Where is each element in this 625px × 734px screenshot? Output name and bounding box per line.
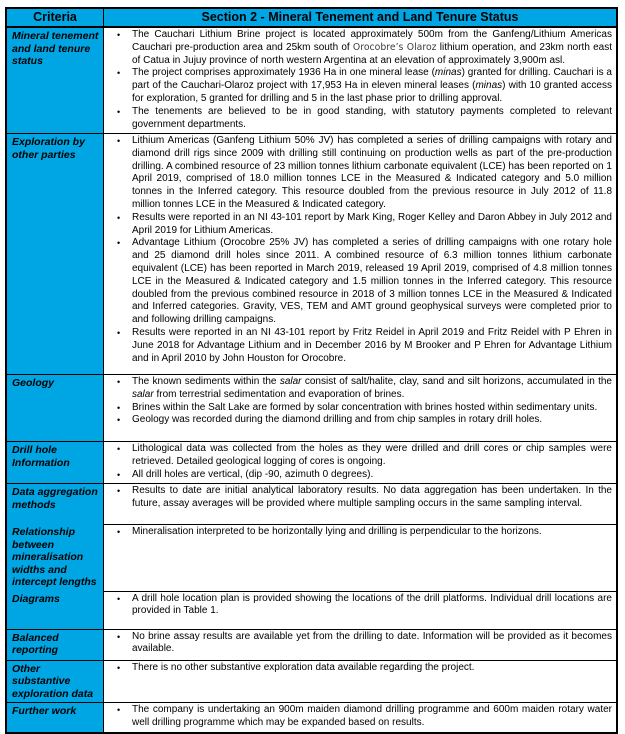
row-content-geology [104,374,616,441]
bullet-item [113,662,613,675]
bullet-icon: • [117,705,121,715]
bullet-text: The tenements are believed to be in good standing, with statutory payments completed to relevant government departments. [132,105,612,130]
row-diagrams [7,591,616,629]
bullet-icon: • [117,238,121,249]
bullet-item [113,704,613,730]
row-content-exploration-other-parties [104,133,616,374]
bullet-text: The known sediments within the salar consist of salt/halite, clay, sand and silt horizons, accumulated in the salar from terrestrial sedimentation and evaporation of brines. [132,376,612,400]
bullet-item [113,631,613,657]
bullet-icon: • [117,106,121,117]
bullet-icon: • [117,444,121,454]
row-label-drill-hole-information: Drill hole Information [7,441,104,483]
bullet-item [113,212,613,238]
bullet-item [113,402,613,415]
row-data-aggregation-methods [7,483,616,524]
bullet-icon: • [117,68,121,79]
row-label-relationship-mineralisation: Relationship between mineralisation widths and intercept lengths [7,524,104,591]
bullet-item [113,485,613,511]
row-content-diagrams [104,591,616,629]
row-label-further-work: Further work [7,702,104,732]
row-content-further-work [104,702,616,732]
bullet-icon: • [117,593,121,604]
row-content-mineral-tenement [104,27,616,133]
bullet-text: Brines within the Salt Lake are formed by solar concentration with brines hosted within sedimentary units. [132,401,598,413]
bullet-icon: • [117,327,121,338]
bullet-item [113,327,613,365]
row-content-balanced-reporting [104,629,616,660]
bullet-icon: • [117,486,121,496]
table-header-row [7,9,616,27]
bullet-text: There is no other substantive exploration data available regarding the project. [132,661,475,673]
row-label-data-aggregation-methods: Data aggregation methods [7,483,104,524]
bullet-text: Results to date are initial analytical laboratory results. No data aggregation has been undertaken. In the future, assay averages will be provided where multiple sampling occurs in the same sampling interval. [132,485,612,509]
table-body [7,27,616,732]
row-further-work [7,702,616,732]
bullet-text: No brine assay results are available yet from the drilling to date. Information will be provided as it becomes available. [132,630,612,655]
bullet-text: Lithium Americas (Ganfeng Lithium 50% JV) has completed a series of drilling campaigns with rotary and diamond drill rigs since 2009 with drilling still continuing on production wells as part of the pre-production drilling. A combined resource of 23 million tonnes lithium carbonate equivalent (LCE) has been reported on 1 April 2019, comprised of 18.0 million tonnes LCE in the Measured & Indicated category and 5.0 million tonnes in the Inferred category. This resource doubled from the previous resource in July 2012 of 11.8 million tonnes LCE in the Measured & Indicated category. [132,135,612,210]
bullet-icon: • [117,631,121,642]
bullet-icon: • [117,469,121,480]
row-content-data-aggregation-methods [104,483,616,524]
row-label-exploration-other-parties: Exploration by other parties [7,133,104,374]
bullet-text: Results were reported in an NI 43-101 report by Fritz Reidel in April 2019 and Fritz Reidel with P Ehren in June 2018 for Advantage Lithium and in December 2016 by M Brooker and P Ehren for Advantage Lithium and in April 2010 by John Houston for Orocobre. [132,326,612,364]
bullet-item [113,376,613,402]
bullet-icon: • [117,415,121,426]
section-title-header: Section 2 - Mineral Tenement and Land Tenure Status [104,9,616,26]
bullet-text: All drill holes are vertical, (dip -90, azimuth 0 degrees). [132,468,374,480]
bullet-text: The company is undertaking an 900m maiden diamond drilling programme and 600m maiden rotary water well drilling programme which may be expanded based on results. [132,704,612,728]
row-content-drill-hole-information [104,441,616,483]
bullet-icon: • [117,662,121,673]
bullet-text: The project comprises approximately 1936 Ha in one mineral lease (minas) granted for drilling. Cauchari is a part of the Cauchari-Olaroz project with 17,953 Ha in eleven mineral leases (minas) with 10 granted access for exploration, 5 granted for drilling and 5 in the last phase prior to drilling approval. [132,67,612,104]
row-other-substantive-exploration-data [7,660,616,703]
row-label-other-substantive-exploration-data: Other substantive exploration data [7,660,104,703]
bullet-text: Mineralisation interpreted to be horizontally lying and drilling is perpendicular to the horizons. [132,526,542,537]
bullet-text: Lithological data was collected from the holes as they were drilled and drill cores or chip samples were retrieved. Detailed geological logging of cores is ongoing. [132,443,612,467]
bullet-text: The Cauchari Lithium Brine project is located approximately 500m from the Ganfeng/Lithium Americas Cauchari pre-production area and 25km south of Orocobre’s Olaroz lithium operation, and 23km north east of Catua in Jujuy province of north western Argentina at an elevation of approximately 3,900m asl. [132,29,612,66]
bullet-icon: • [117,402,121,413]
row-exploration-other-parties [7,133,616,374]
bullet-item [113,29,613,67]
bullet-text: Results were reported in an NI 43-101 report by Mark King, Roger Kelley and Daron Abbey in July 2012 and April 2019 for Lithium Americas. [132,211,612,236]
bullet-icon: • [117,527,121,537]
bullet-item [113,67,613,105]
bullet-item [113,469,613,482]
bullet-text: Geology was recorded during the diamond drilling and from chip samples in rotary drill holes. [132,414,543,426]
row-content-relationship-mineralisation [104,524,616,591]
row-label-balanced-reporting: Balanced reporting [7,629,104,660]
row-mineral-tenement [7,27,616,133]
bullet-item [113,106,613,132]
bullet-text: A drill hole location plan is provided showing the locations of the drill platforms. Individual drill locations are provided in Table 1. [132,592,612,617]
row-label-mineral-tenement: Mineral tenement and land tenure status [7,27,104,133]
bullet-item [113,135,613,212]
bullet-item [113,593,613,619]
criteria-table [5,7,618,734]
bullet-icon: • [117,136,121,146]
row-label-geology: Geology [7,374,104,441]
bullet-item [113,526,613,539]
bullet-item [113,443,613,469]
row-balanced-reporting [7,629,616,660]
bullet-icon: • [117,212,121,223]
bullet-item [113,414,613,427]
row-drill-hole-information [7,441,616,483]
row-label-diagrams: Diagrams [7,591,104,629]
bullet-icon: • [117,377,121,387]
row-relationship-mineralisation [7,524,616,591]
criteria-column-header: Criteria [7,9,104,26]
row-content-other-substantive-exploration-data [104,660,616,703]
bullet-icon: • [117,30,121,40]
bullet-text: Advantage Lithium (Orocobre 25% JV) has completed a series of drilling campaigns with one rotary hole and 25 diamond drill holes since 2011. A combined resource of 6.3 million tonnes lithium carbonate equivalent (LCE) has been reported in March 2019, released 19 April 2019, comprised of 4.8 million tonnes LCE in the Measured & Indicated category and 1.5 million tonnes in the Inferred category. This resource doubled from the previous combined resource in 2018 of 3 million tonnes LCE in the Measured & Indicated and Inferred categories. Gravity, VES, TEM and AMT ground geophysical surveys were completed prior to and following drilling campaigns. [132,237,612,326]
row-geology [7,374,616,441]
bullet-item [113,237,613,327]
